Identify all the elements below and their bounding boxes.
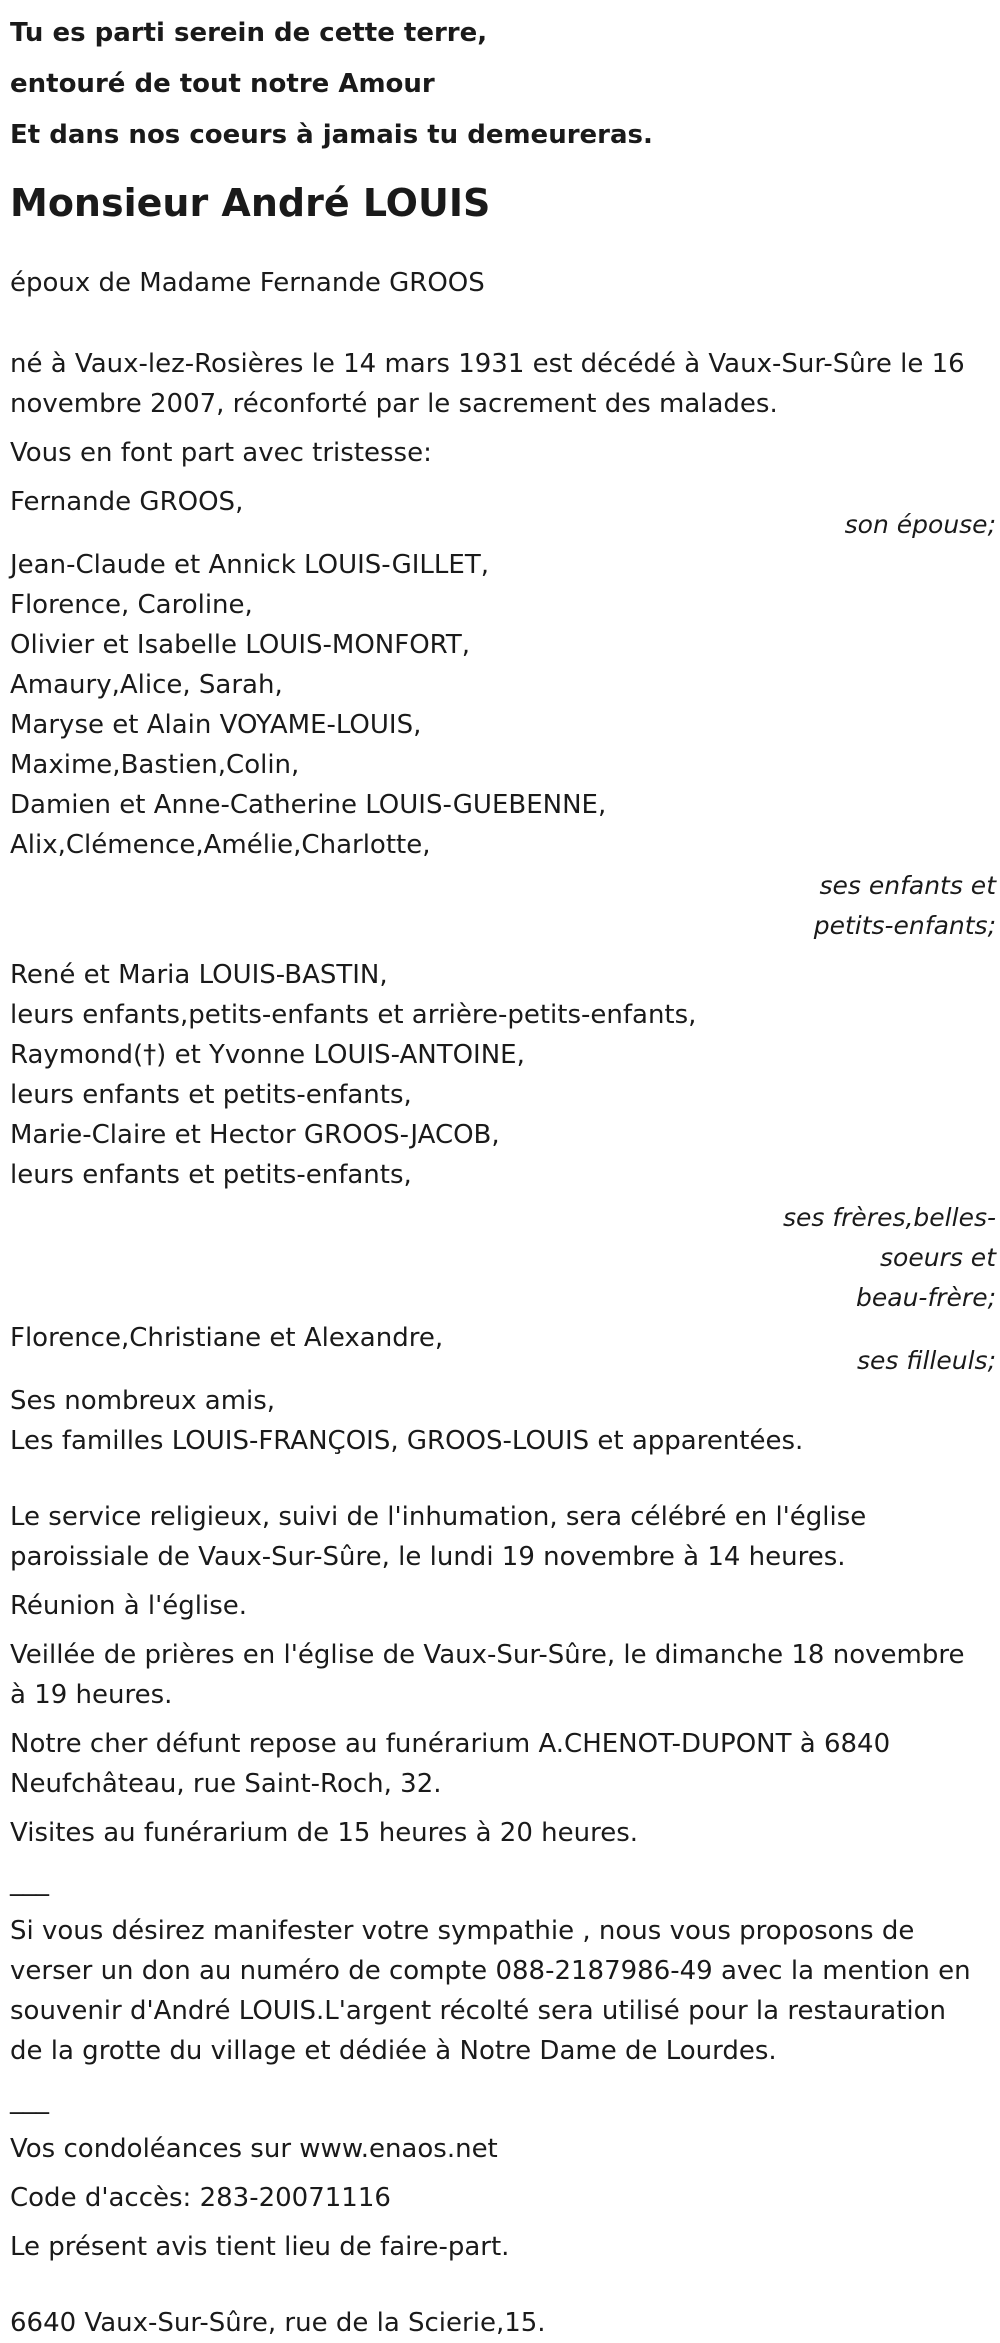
family-group-siblings [10,955,996,1318]
family-line: Olivier et Isabelle LOUIS-MONFORT, [10,630,470,660]
gathering-line: Réunion à l'église. [10,1591,248,1621]
birth-death-line: né à Vaux-lez-Rosières le 14 mars 1931 est décédé à Vaux-Sur-Sûre le 16 [10,349,965,379]
donation-line: souvenir d'André LOUIS.L'argent récolté sera utilisé pour la restauration [10,1996,947,2026]
family-line: Maxime,Bastien,Colin, [10,750,300,780]
family-line: leurs enfants,petits-enfants et arrière-petits-enfants, [10,1000,697,1030]
separator: ___ [10,2085,49,2115]
vigil-paragraph [10,1635,996,1715]
family-group-godchildren [10,1318,996,1381]
birth-death-paragraph [10,344,996,424]
family-line: Ses nombreux amis, [10,1386,276,1416]
obituary-notice [10,0,996,2343]
access-code-line: Code d'accès: 283-20071116 [10,2183,391,2213]
notice-line: Le présent avis tient lieu de faire-part. [10,2232,510,2262]
vigil-line: à 19 heures. [10,1680,173,1710]
family-line: Fernande GROOS, [10,487,244,517]
donation-line: de la grotte du village et dédiée à Notre Dame de Lourdes. [10,2036,777,2066]
family-line: Les familles LOUIS-FRANÇOIS, GROOS-LOUIS et apparentées. [10,1426,804,1456]
donation-line: Si vous désirez manifester votre sympathie , nous vous proposons de [10,1916,915,1946]
family-role: soeurs et [880,1243,996,1272]
family-role: ses enfants et [819,871,996,900]
family-role: son épouse; [844,510,996,539]
announcement: Vous en font part avec tristesse: [10,438,432,468]
family-line: Raymond(†) et Yvonne LOUIS-ANTOINE, [10,1040,525,1070]
family-role: petits-enfants; [813,911,996,940]
family-line: leurs enfants et petits-enfants, [10,1080,412,1110]
poem-line: Et dans nos coeurs à jamais tu demeureras. [10,120,653,150]
family-line: Damien et Anne-Catherine LOUIS-GUEBENNE, [10,790,607,820]
separator: ___ [10,1867,49,1897]
family-group-children [10,545,996,946]
service-line: Le service religieux, suivi de l'inhumation, sera célébré en l'église [10,1502,867,1532]
visits-line: Visites au funérarium de 15 heures à 20 heures. [10,1818,639,1848]
poem [10,0,996,161]
family-line: Jean-Claude et Annick LOUIS-GILLET, [10,550,489,580]
birth-death-line: novembre 2007, réconforté par le sacrement des malades. [10,389,778,419]
family-line: Alix,Clémence,Amélie,Charlotte, [10,830,431,860]
spouse-line: époux de Madame Fernande GROOS [10,268,485,298]
family-role: ses filleuls; [856,1346,996,1375]
donation-line: verser un don au numéro de compte 088-2187986-49 avec la mention en [10,1956,971,1986]
service-paragraph [10,1497,996,1577]
funeral-home-line: Notre cher défunt repose au funérarium A.CHENOT-DUPONT à 6840 [10,1729,891,1759]
family-line: leurs enfants et petits-enfants, [10,1160,412,1190]
service-line: paroissiale de Vaux-Sur-Sûre, le lundi 19 novembre à 14 heures. [10,1542,846,1572]
family-line: Maryse et Alain VOYAME-LOUIS, [10,710,422,740]
family-group-spouse [10,482,996,545]
family-role: ses frères,belles- [782,1203,996,1232]
family-role: beau-frère; [856,1283,996,1312]
address-line: 6640 Vaux-Sur-Sûre, rue de la Scierie,15. [10,2308,546,2338]
donation-paragraph [10,1911,996,2071]
family-line: Florence, Caroline, [10,590,253,620]
poem-line: entouré de tout notre Amour [10,69,435,99]
family-line: René et Maria LOUIS-BASTIN, [10,960,388,990]
vigil-line: Veillée de prières en l'église de Vaux-Sur-Sûre, le dimanche 18 novembre [10,1640,965,1670]
family-line: Marie-Claire et Hector GROOS-JACOB, [10,1120,500,1150]
poem-line: Tu es parti serein de cette terre, [10,18,488,48]
family-group-friends [10,1381,996,1461]
funeral-home-paragraph [10,1724,996,1804]
funeral-home-line: Neufchâteau, rue Saint-Roch, 32. [10,1769,442,1799]
condolences-line: Vos condoléances sur www.enaos.net [10,2134,498,2164]
family-line: Amaury,Alice, Sarah, [10,670,283,700]
deceased-name: Monsieur André LOUIS [10,181,491,225]
family-line: Florence,Christiane et Alexandre, [10,1323,444,1353]
